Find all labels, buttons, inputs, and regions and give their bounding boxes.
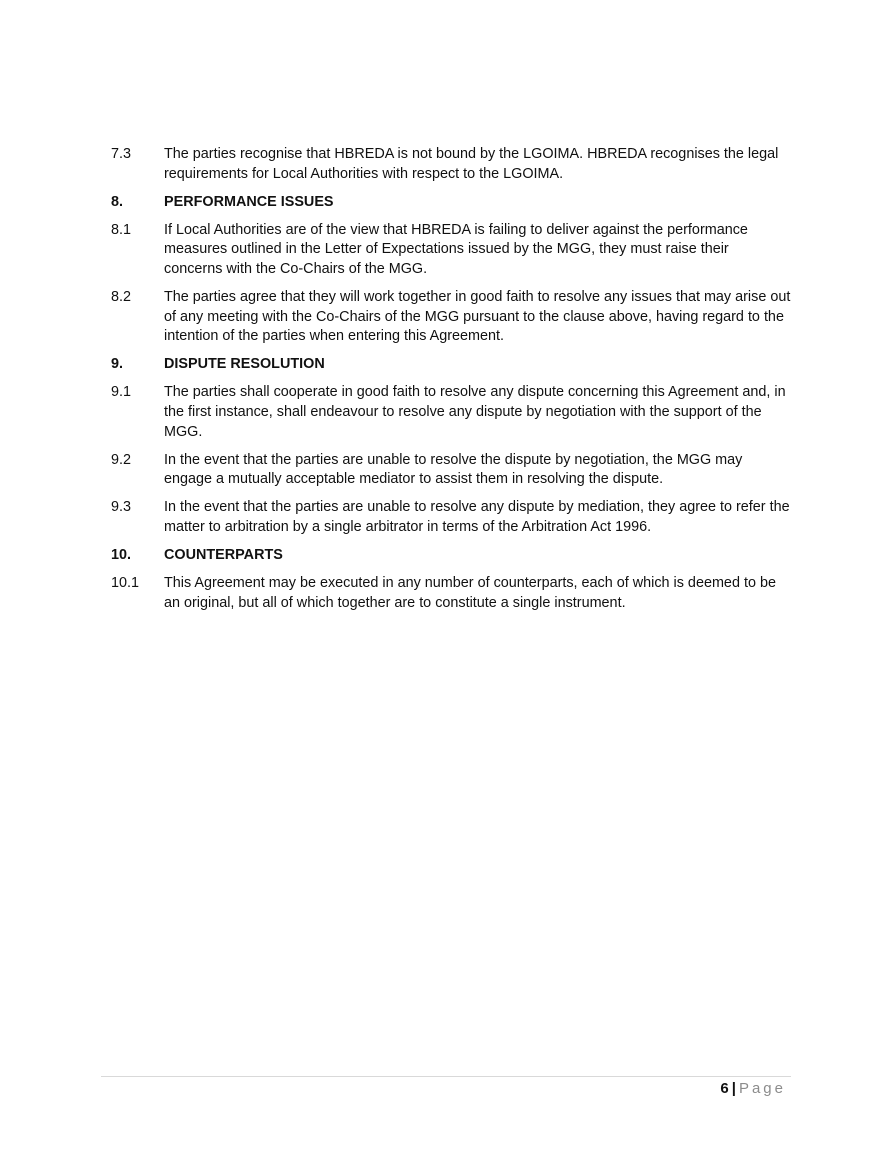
clause-7-3 [111, 145, 791, 184]
clause-number: 9.2 [111, 451, 132, 468]
section-title: DISPUTE RESOLUTION [164, 356, 325, 373]
clause-text: If Local Authorities are of the view that HBREDA is failing to deliver against the performance measures outlined in the Letter of Expectations issued by the MGG, they must raise their concerns with the Co-Chairs of the MGG. [164, 221, 748, 277]
page-number: 6 [720, 1080, 729, 1097]
clause-number: 9.3 [111, 499, 132, 516]
clause-text: The parties shall cooperate in good faith to resolve any dispute concerning this Agreement and, in the first instance, shall endeavour to resolve any dispute by negotiation with the support of the MGG. [164, 384, 786, 440]
clause-text: This Agreement may be executed in any number of counterparts, each of which is deemed to be an original, but all of which together are to constitute a single instrument. [164, 575, 776, 611]
clause-number: 8.2 [111, 289, 132, 306]
clause-number: 8.1 [111, 221, 132, 238]
footer-divider [101, 1076, 791, 1077]
clause-10-1 [111, 574, 791, 613]
clause-9-1 [111, 383, 791, 442]
clause-text: In the event that the parties are unable to resolve any dispute by mediation, they agree to refer the matter to arbitration by a single arbitrator in terms of the Arbitration Act 1996. [164, 499, 790, 535]
section-heading-8 [111, 193, 791, 213]
section-heading-10 [111, 546, 791, 566]
clause-8-1 [111, 221, 791, 280]
section-title: PERFORMANCE ISSUES [164, 193, 334, 210]
section-number: 9. [111, 356, 124, 373]
section-number: 8. [111, 193, 124, 210]
clause-number: 7.3 [111, 146, 132, 162]
clause-9-2 [111, 451, 791, 490]
clause-text: The parties agree that they will work together in good faith to resolve any issues that may arise out of any meeting with the Co-Chairs of the MGG pursuant to the clause above, having regard to the intention of the parties when entering this Agreement. [164, 289, 791, 345]
section-title: COUNTERPARTS [164, 547, 283, 564]
page-label: Page [738, 1080, 786, 1097]
document-body [111, 145, 791, 622]
page-footer [720, 1079, 786, 1099]
clause-number: 9.1 [111, 384, 132, 401]
page-separator: | [731, 1080, 736, 1097]
clause-number: 10.1 [111, 575, 140, 592]
section-number: 10. [111, 547, 132, 564]
clause-text: The parties recognise that HBREDA is not bound by the LGOIMA. HBREDA recognises the legal requirements for Local Authorities with respect to the LGOIMA. [164, 146, 779, 182]
clause-9-3 [111, 498, 791, 537]
clause-text: In the event that the parties are unable to resolve the dispute by negotiation, the MGG may engage a mutually acceptable mediator to assist them in resolving the dispute. [164, 451, 743, 488]
section-heading-9 [111, 355, 791, 375]
clause-8-2 [111, 288, 791, 347]
